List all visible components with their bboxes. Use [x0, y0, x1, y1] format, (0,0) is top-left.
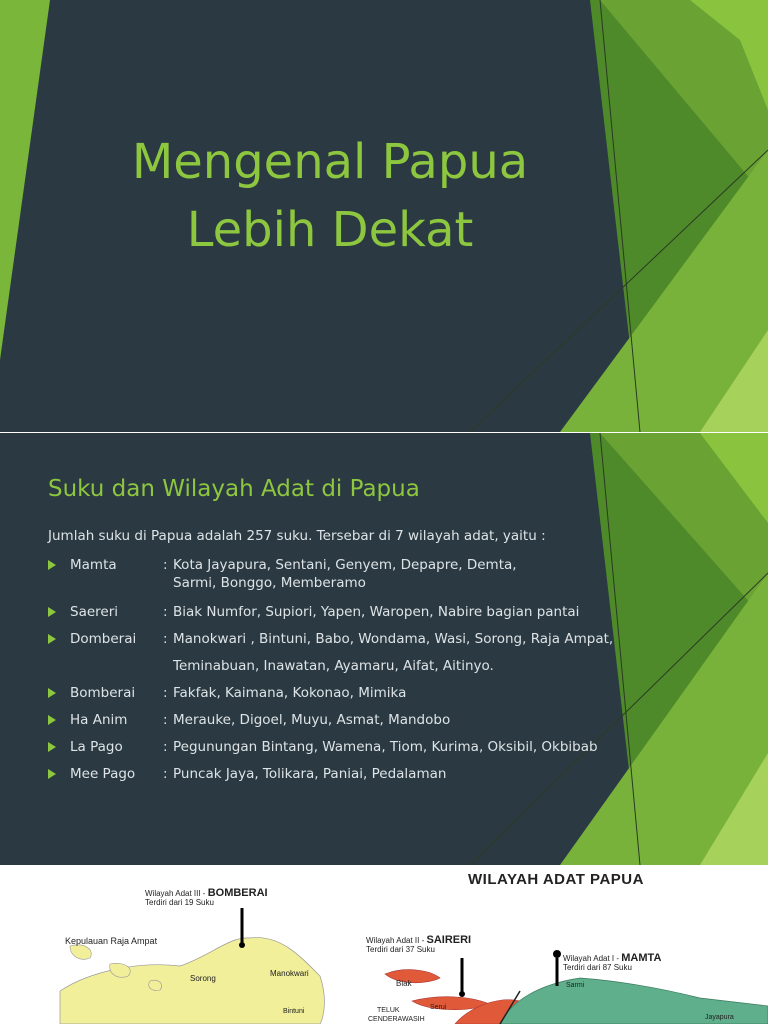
region-name: La Pago	[70, 739, 123, 755]
bullet-icon	[48, 634, 56, 644]
region-value: Teminabuan, Inawatan, Ayamaru, Aifat, Aitinyo.	[173, 658, 494, 674]
region-list	[48, 556, 648, 792]
bullet-icon	[48, 769, 56, 779]
label-prefix: Wilayah Adat I -	[563, 954, 620, 963]
list-item-continuation	[48, 575, 648, 603]
label-sub: Terdiri dari 19 Suku	[145, 898, 214, 907]
raja-ampat-island	[149, 980, 162, 990]
label-prefix: Wilayah Adat III -	[145, 889, 206, 898]
bullet-icon	[48, 607, 56, 617]
label-sub: Terdiri dari 37 Suku	[366, 945, 435, 954]
region-name: Bomberai	[70, 685, 136, 701]
label-prefix: Wilayah Adat II -	[366, 936, 425, 945]
intro-text: Jumlah suku di Papua adalah 257 suku. Tersebar di 7 wilayah adat, yaitu :	[48, 528, 546, 544]
serui-label: Serui	[430, 1004, 447, 1011]
region-value: Pegunungan Bintang, Wamena, Tiom, Kurima, Oksibil, Okbibab	[173, 739, 598, 755]
colon: :	[163, 712, 168, 728]
map-title: WILAYAH ADAT PAPUA	[468, 871, 644, 888]
bullet-icon	[48, 688, 56, 698]
list-item	[48, 630, 648, 657]
list-item	[48, 711, 648, 738]
bintuni-label: Bintuni	[283, 1008, 305, 1015]
colon: :	[163, 604, 168, 620]
biak-label: Biak	[396, 979, 412, 988]
biak-island	[385, 970, 440, 983]
title-line-2: Lebih Dekat	[186, 202, 474, 258]
label-name: SAIRERI	[426, 934, 472, 946]
label-name: MAMTA	[621, 952, 662, 964]
raja-ampat-label: Kepulauan Raja Ampat	[65, 936, 158, 946]
manokwari-label: Manokwari	[270, 969, 309, 978]
region-name: Mee Pago	[70, 766, 136, 782]
papua-map	[0, 866, 768, 1024]
label-name: BOMBERAI	[207, 887, 268, 899]
colon: :	[163, 631, 168, 647]
region-value: Kota Jayapura, Sentani, Genyem, Depapre, Demta,	[173, 557, 517, 573]
list-item	[48, 684, 648, 711]
region-value: Manokwari , Bintuni, Babo, Wondama, Wasi, Sorong, Raja Ampat,	[173, 631, 614, 647]
label-sub: Terdiri dari 87 Suku	[563, 963, 632, 972]
colon: :	[163, 739, 168, 755]
colon: :	[163, 685, 168, 701]
region-value: Puncak Jaya, Tolikara, Paniai, Pedalaman	[173, 766, 447, 782]
sarmi-label: Sarmi	[566, 982, 585, 989]
title-line-1: Mengenal Papua	[131, 134, 529, 190]
bullet-icon	[48, 560, 56, 570]
bullet-icon	[48, 742, 56, 752]
teluk-label: TELUK	[377, 1007, 400, 1014]
region-name: Mamta	[70, 557, 117, 573]
slide-2-title: Suku dan Wilayah Adat di Papua	[48, 476, 420, 502]
jayapura-label: Jayapura	[705, 1014, 734, 1021]
bullet-icon	[48, 715, 56, 725]
colon: :	[163, 557, 168, 573]
sorong-label: Sorong	[190, 974, 216, 983]
colon: :	[163, 766, 168, 782]
slide-title	[70, 128, 590, 264]
region-name: Domberai	[70, 631, 137, 647]
region-value: Fakfak, Kaimana, Kokonao, Mimika	[173, 685, 407, 701]
pointer-dot	[553, 950, 561, 958]
bomberai-label	[145, 889, 268, 907]
cenderawasih-label: CENDERAWASIH	[368, 1016, 425, 1023]
region-name: Ha Anim	[70, 712, 128, 728]
mamta-label	[563, 954, 661, 972]
list-item-continuation	[48, 657, 648, 684]
pointer-dot	[459, 991, 465, 997]
region-name: Saereri	[70, 604, 119, 620]
list-item	[48, 738, 648, 765]
pointer-dot	[239, 942, 245, 948]
saireri-label	[366, 936, 471, 954]
region-value: Merauke, Digoel, Muyu, Asmat, Mandobo	[173, 712, 451, 728]
region-value: Biak Numfor, Supiori, Yapen, Waropen, Nabire bagian pantai	[173, 604, 580, 620]
list-item	[48, 603, 648, 630]
list-item	[48, 765, 648, 792]
region-value: Sarmi, Bonggo, Memberamo	[173, 575, 366, 591]
title-slide	[0, 0, 768, 432]
raja-ampat-island	[70, 945, 91, 959]
